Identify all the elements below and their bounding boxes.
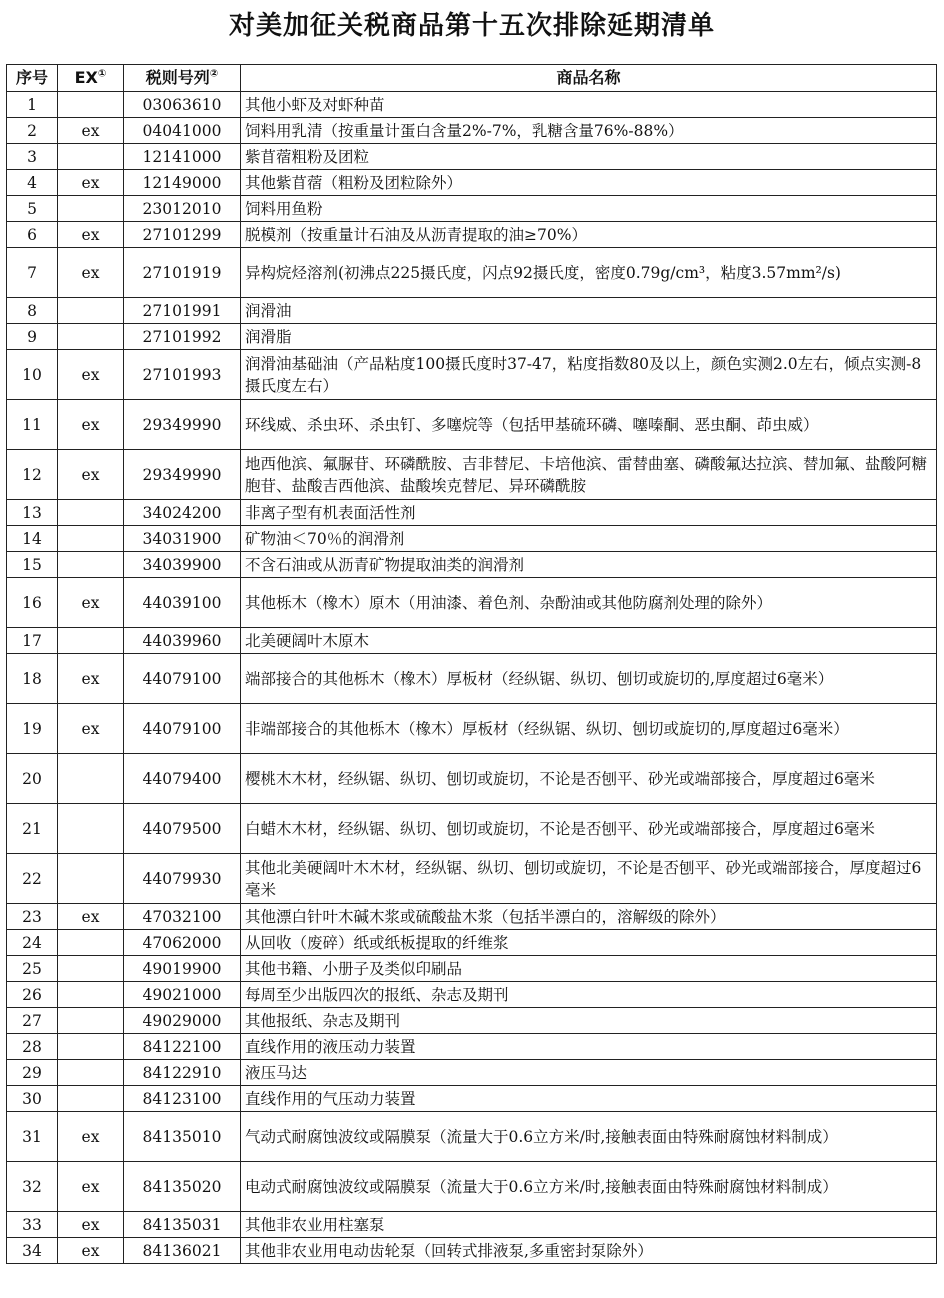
table-row [7, 400, 937, 450]
table-row [7, 654, 937, 704]
row-seq-cell: 17 [7, 628, 58, 654]
table-row [7, 804, 937, 854]
header-code-label: 税则号列 [145, 68, 210, 87]
row-ex-cell: ex [58, 118, 124, 144]
row-ex-cell [58, 1086, 124, 1112]
row-ex-cell: ex [58, 704, 124, 754]
row-seq-cell: 18 [7, 654, 58, 704]
row-seq-cell: 7 [7, 248, 58, 298]
row-name-cell: 直线作用的气压动力装置 [241, 1086, 937, 1112]
row-code-cell: 27101993 [124, 350, 241, 400]
row-seq-cell: 28 [7, 1034, 58, 1060]
row-seq-cell: 14 [7, 526, 58, 552]
row-seq-cell: 27 [7, 1008, 58, 1034]
row-name-cell: 电动式耐腐蚀波纹或隔膜泵（流量大于0.6立方米/时,接触表面由特殊耐腐蚀材料制成） [241, 1162, 937, 1212]
table-row [7, 248, 937, 298]
row-code-cell: 12141000 [124, 144, 241, 170]
row-name-cell: 其他栎木（橡木）原木（用油漆、着色剂、杂酚油或其他防腐剂处理的除外） [241, 578, 937, 628]
table-row [7, 1212, 937, 1238]
row-ex-cell: ex [58, 1238, 124, 1264]
row-seq-cell: 33 [7, 1212, 58, 1238]
row-ex-cell [58, 1008, 124, 1034]
row-code-cell: 84123100 [124, 1086, 241, 1112]
table-row [7, 956, 937, 982]
table-row [7, 1008, 937, 1034]
table-row [7, 222, 937, 248]
row-name-cell: 从回收（废碎）纸或纸板提取的纤维浆 [241, 930, 937, 956]
row-code-cell: 27101991 [124, 298, 241, 324]
row-ex-cell [58, 956, 124, 982]
row-seq-cell: 19 [7, 704, 58, 754]
row-name-cell: 其他小虾及对虾种苗 [241, 92, 937, 118]
row-seq-cell: 3 [7, 144, 58, 170]
row-seq-cell: 10 [7, 350, 58, 400]
table-row [7, 754, 937, 804]
row-ex-cell [58, 324, 124, 350]
row-name-cell: 矿物油＜70％的润滑剂 [241, 526, 937, 552]
row-code-cell: 03063610 [124, 92, 241, 118]
row-name-cell: 异构烷烃溶剂(初沸点225摄氏度，闪点92摄氏度，密度0.79g/cm³，粘度3.57mm²/s) [241, 248, 937, 298]
row-name-cell: 每周至少出版四次的报纸、杂志及期刊 [241, 982, 937, 1008]
row-ex-cell [58, 628, 124, 654]
row-ex-cell [58, 804, 124, 854]
row-seq-cell: 1 [7, 92, 58, 118]
row-seq-cell: 25 [7, 956, 58, 982]
row-name-cell: 环线威、杀虫环、杀虫钉、多噻烷等（包括甲基硫环磷、噻嗪酮、恶虫酮、茚虫威） [241, 400, 937, 450]
table-row [7, 196, 937, 222]
row-code-cell: 29349990 [124, 400, 241, 450]
row-ex-cell: ex [58, 248, 124, 298]
row-name-cell: 非离子型有机表面活性剂 [241, 500, 937, 526]
row-ex-cell [58, 754, 124, 804]
row-name-cell: 液压马达 [241, 1060, 937, 1086]
row-ex-cell [58, 1060, 124, 1086]
row-ex-cell: ex [58, 1162, 124, 1212]
row-name-cell: 饲料用鱼粉 [241, 196, 937, 222]
table-row [7, 1162, 937, 1212]
row-ex-cell: ex [58, 654, 124, 704]
header-seq [7, 65, 58, 92]
row-code-cell: 27101992 [124, 324, 241, 350]
row-code-cell: 34031900 [124, 526, 241, 552]
row-ex-cell: ex [58, 222, 124, 248]
page-title: 对美加征关税商品第十五次排除延期清单 [228, 11, 715, 41]
row-name-cell: 气动式耐腐蚀波纹或隔膜泵（流量大于0.6立方米/时,接触表面由特殊耐腐蚀材料制成） [241, 1112, 937, 1162]
row-code-cell: 44039960 [124, 628, 241, 654]
table-body [7, 92, 937, 1264]
row-code-cell: 27101919 [124, 248, 241, 298]
row-name-cell: 其他非农业用柱塞泵 [241, 1212, 937, 1238]
row-name-cell: 紫苜蓿粗粉及团粒 [241, 144, 937, 170]
row-code-cell: 49029000 [124, 1008, 241, 1034]
row-seq-cell: 4 [7, 170, 58, 196]
row-seq-cell: 34 [7, 1238, 58, 1264]
row-name-cell: 其他非农业用电动齿轮泵（回转式排液泵,多重密封泵除外） [241, 1238, 937, 1264]
table-row [7, 350, 937, 400]
row-ex-cell [58, 144, 124, 170]
row-code-cell: 84122100 [124, 1034, 241, 1060]
header-seq-label: 序号 [15, 68, 48, 87]
row-ex-cell: ex [58, 904, 124, 930]
row-seq-cell: 24 [7, 930, 58, 956]
product-exclusion-table [6, 64, 937, 1264]
row-ex-cell [58, 982, 124, 1008]
table-row [7, 92, 937, 118]
row-seq-cell: 30 [7, 1086, 58, 1112]
row-ex-cell [58, 196, 124, 222]
row-name-cell: 润滑油基础油（产品粘度100摄氏度时37-47，粘度指数80及以上，颜色实测2.0左右，倾点实测-8摄氏度左右） [241, 350, 937, 400]
row-seq-cell: 16 [7, 578, 58, 628]
row-seq-cell: 32 [7, 1162, 58, 1212]
row-ex-cell: ex [58, 1112, 124, 1162]
row-code-cell: 04041000 [124, 118, 241, 144]
header-ex-footnote: ① [97, 68, 107, 80]
row-seq-cell: 20 [7, 754, 58, 804]
row-ex-cell [58, 500, 124, 526]
row-name-cell: 非端部接合的其他栎木（橡木）厚板材（经纵锯、纵切、刨切或旋切的,厚度超过6毫米） [241, 704, 937, 754]
row-code-cell: 44079100 [124, 704, 241, 754]
header-name [241, 65, 937, 92]
row-ex-cell: ex [58, 578, 124, 628]
row-name-cell: 地西他滨、氟脲苷、环磷酰胺、吉非替尼、卡培他滨、雷替曲塞、磷酸氟达拉滨、替加氟、盐酸阿糖胞苷、盐酸吉西他滨、盐酸埃克替尼、异环磷酰胺 [241, 450, 937, 500]
row-seq-cell: 11 [7, 400, 58, 450]
row-code-cell: 44079500 [124, 804, 241, 854]
table-row [7, 1112, 937, 1162]
row-code-cell: 84135031 [124, 1212, 241, 1238]
row-code-cell: 47062000 [124, 930, 241, 956]
row-code-cell: 44079930 [124, 854, 241, 904]
row-seq-cell: 12 [7, 450, 58, 500]
table-row [7, 854, 937, 904]
row-code-cell: 44079400 [124, 754, 241, 804]
row-seq-cell: 8 [7, 298, 58, 324]
row-ex-cell: ex [58, 350, 124, 400]
table-row [7, 500, 937, 526]
row-code-cell: 84136021 [124, 1238, 241, 1264]
row-name-cell: 润滑脂 [241, 324, 937, 350]
row-seq-cell: 6 [7, 222, 58, 248]
row-seq-cell: 9 [7, 324, 58, 350]
row-code-cell: 49021000 [124, 982, 241, 1008]
table-row [7, 118, 937, 144]
header-ex-label: EX [74, 68, 98, 87]
row-ex-cell [58, 92, 124, 118]
table-row [7, 144, 937, 170]
row-seq-cell: 21 [7, 804, 58, 854]
table-row [7, 1034, 937, 1060]
row-name-cell: 樱桃木木材，经纵锯、纵切、刨切或旋切，不论是否刨平、砂光或端部接合，厚度超过6毫米 [241, 754, 937, 804]
row-code-cell: 12149000 [124, 170, 241, 196]
row-name-cell: 润滑油 [241, 298, 937, 324]
row-seq-cell: 26 [7, 982, 58, 1008]
row-code-cell: 49019900 [124, 956, 241, 982]
row-seq-cell: 5 [7, 196, 58, 222]
row-code-cell: 34039900 [124, 552, 241, 578]
row-code-cell: 29349990 [124, 450, 241, 500]
row-name-cell: 不含石油或从沥青矿物提取油类的润滑剂 [241, 552, 937, 578]
table-row [7, 324, 937, 350]
header-code [124, 65, 241, 92]
row-ex-cell: ex [58, 450, 124, 500]
row-ex-cell [58, 298, 124, 324]
row-code-cell: 44039100 [124, 578, 241, 628]
row-ex-cell [58, 526, 124, 552]
row-ex-cell [58, 1034, 124, 1060]
table-row [7, 552, 937, 578]
row-seq-cell: 2 [7, 118, 58, 144]
header-ex [58, 65, 124, 92]
row-name-cell: 脱模剂（按重量计石油及从沥青提取的油≥70%） [241, 222, 937, 248]
table-row [7, 170, 937, 196]
table-row [7, 526, 937, 552]
table-header-row [7, 65, 937, 92]
row-name-cell: 其他书籍、小册子及类似印刷品 [241, 956, 937, 982]
row-name-cell: 白蜡木木材，经纵锯、纵切、刨切或旋切，不论是否刨平、砂光或端部接合，厚度超过6毫米 [241, 804, 937, 854]
row-seq-cell: 15 [7, 552, 58, 578]
table-row [7, 704, 937, 754]
row-code-cell: 27101299 [124, 222, 241, 248]
table-row [7, 578, 937, 628]
table-row [7, 1086, 937, 1112]
row-name-cell: 其他漂白针叶木碱木浆或硫酸盐木浆（包括半漂白的，溶解级的除外） [241, 904, 937, 930]
table-row [7, 930, 937, 956]
row-name-cell: 北美硬阔叶木原木 [241, 628, 937, 654]
row-code-cell: 47032100 [124, 904, 241, 930]
row-ex-cell: ex [58, 400, 124, 450]
row-name-cell: 其他紫苜蓿（粗粉及团粒除外） [241, 170, 937, 196]
row-code-cell: 84135020 [124, 1162, 241, 1212]
table-row [7, 1238, 937, 1264]
row-ex-cell [58, 930, 124, 956]
table-row [7, 904, 937, 930]
table-row [7, 1060, 937, 1086]
table-row [7, 450, 937, 500]
table-row [7, 628, 937, 654]
row-name-cell: 其他北美硬阔叶木木材，经纵锯、纵切、刨切或旋切，不论是否刨平、砂光或端部接合，厚度超过6毫米 [241, 854, 937, 904]
row-seq-cell: 29 [7, 1060, 58, 1086]
table-row [7, 298, 937, 324]
row-code-cell: 84135010 [124, 1112, 241, 1162]
row-ex-cell [58, 552, 124, 578]
header-name-label: 商品名称 [556, 68, 621, 87]
row-seq-cell: 23 [7, 904, 58, 930]
row-name-cell: 其他报纸、杂志及期刊 [241, 1008, 937, 1034]
row-code-cell: 23012010 [124, 196, 241, 222]
row-name-cell: 直线作用的液压动力装置 [241, 1034, 937, 1060]
row-seq-cell: 13 [7, 500, 58, 526]
header-code-footnote: ② [209, 68, 219, 80]
row-code-cell: 44079100 [124, 654, 241, 704]
row-ex-cell: ex [58, 1212, 124, 1238]
row-code-cell: 34024200 [124, 500, 241, 526]
row-ex-cell: ex [58, 170, 124, 196]
row-seq-cell: 22 [7, 854, 58, 904]
row-code-cell: 84122910 [124, 1060, 241, 1086]
row-name-cell: 端部接合的其他栎木（橡木）厚板材（经纵锯、纵切、刨切或旋切的,厚度超过6毫米） [241, 654, 937, 704]
row-seq-cell: 31 [7, 1112, 58, 1162]
row-name-cell: 饲料用乳清（按重量计蛋白含量2%-7%，乳糖含量76%-88%） [241, 118, 937, 144]
row-ex-cell [58, 854, 124, 904]
table-row [7, 982, 937, 1008]
